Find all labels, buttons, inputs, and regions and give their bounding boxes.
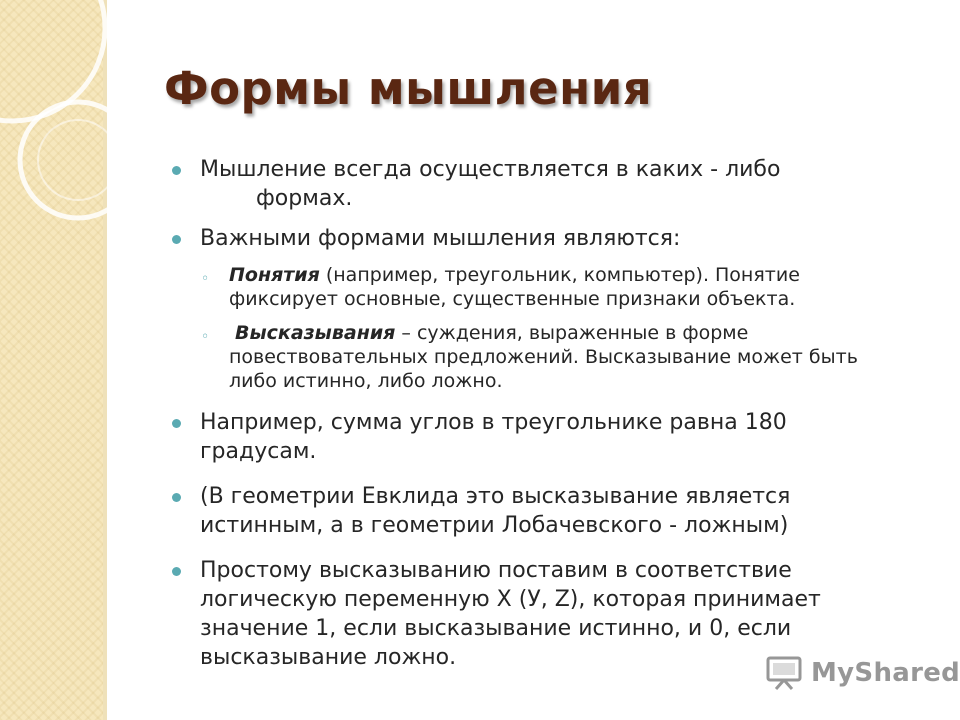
bullet-geometry <box>166 482 886 540</box>
bullet-text: Важными формами мышления являются: <box>200 226 681 251</box>
bullet-dot-icon <box>172 235 181 244</box>
bullet-dot-icon <box>172 166 181 175</box>
decorative-circles <box>0 0 140 260</box>
bullet-text-continuation: формах. <box>256 186 353 211</box>
slide-title: Формы мышления <box>164 62 653 115</box>
bullet-thinking-forms <box>166 155 886 213</box>
bullet-text: Например, сумма углов в треугольнике равна 180 градусам. <box>200 410 787 464</box>
subbullet-text: (например, треугольник, компьютер). Понятие фиксирует основные, существенные признаки объекта. <box>229 264 800 310</box>
watermark-text: MyShared <box>811 658 960 688</box>
keyword-concepts: Понятия <box>229 264 320 286</box>
bullet-dot-icon <box>172 493 181 502</box>
hollow-circle-bullet-icon: ◦ <box>201 271 210 287</box>
presentation-board-icon <box>765 655 803 691</box>
bullet-example <box>166 408 886 466</box>
bullet-important-forms <box>166 224 886 253</box>
bullet-dot-icon <box>172 419 181 428</box>
subbullet-statements <box>166 321 886 393</box>
keyword-statements: Высказывания <box>235 322 396 344</box>
bullet-text: Простому высказыванию поставим в соответствие логическую переменную X (У, Z), которая принимает значение 1, если высказывание истинно, и 0, если высказывание ложно. <box>200 558 821 670</box>
slide-content <box>166 155 886 672</box>
watermark <box>765 653 960 693</box>
hollow-circle-bullet-icon: ◦ <box>201 329 210 345</box>
subbullet-text: – суждения, выраженные в форме повествовательных предложений. Высказывание может быть либо истинно, либо ложно. <box>229 322 858 392</box>
bullet-text: (В геометрии Евклида это высказывание является истинным, а в геометрии Лобачевского - ложным) <box>200 484 791 538</box>
bullet-text: Мышление всегда осуществляется в каких - либо <box>200 157 781 182</box>
bullet-dot-icon <box>172 567 181 576</box>
subbullet-concepts <box>166 263 886 311</box>
